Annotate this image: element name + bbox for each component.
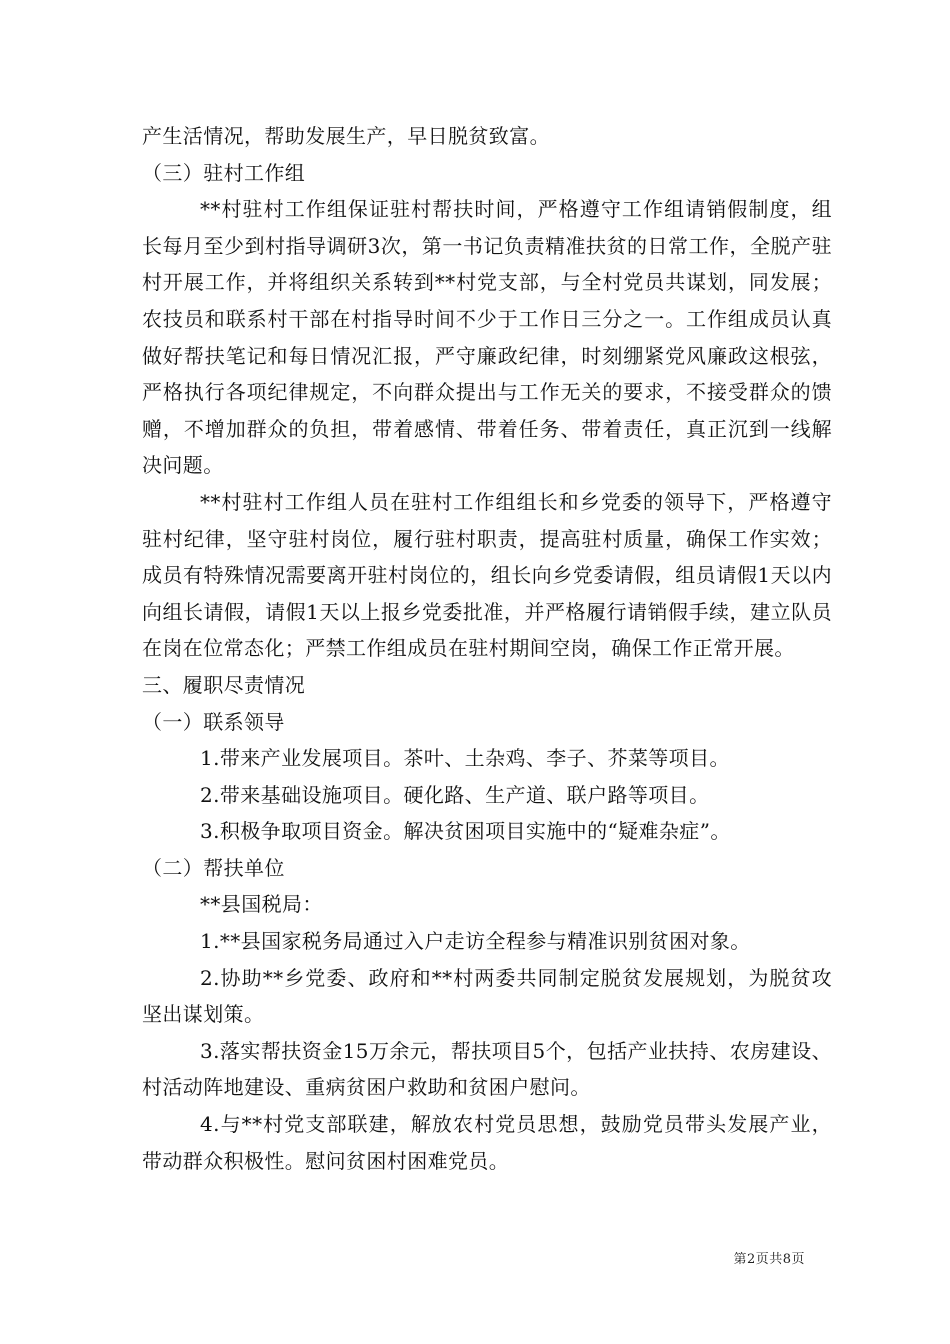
paragraph-work-group-1: **村驻村工作组保证驻村帮扶时间，严格遵守工作组请销假制度，组长每月至少到村指导调研3次，第一书记负责精准扶贫的日常工作，全脱产驻村开展工作，并将组织关系转到**村党支部，与全村党员共谋划，同发展；农技员和联系村干部在村指导时间不少于工作日三分之一。工作组成员认真做好帮扶笔记和每日情况汇报，严守廉政纪律，时刻绷紧党风廉政这根弦，严格执行各项纪律规定，不向群众提出与工作无关的要求，不接受群众的馈赠，不增加群众的负担，带着感情、带着任务、带着责任，真正沉到一线解决问题。 bbox=[142, 197, 832, 478]
list-item-leaders-1: 1.带来产业发展项目。茶叶、土杂鸡、李子、芥菜等项目。 bbox=[200, 746, 730, 771]
list-item-leaders-2: 2.带来基础设施项目。硬化路、生产道、联户路等项目。 bbox=[200, 782, 710, 807]
page-number-footer: 第2页共8页 bbox=[733, 1252, 805, 1267]
list-item-tax-2: 2.协助**乡党委、政府和**村两委共同制定脱贫发展规划，为脱贫攻坚出谋划策。 bbox=[142, 965, 832, 1027]
paragraph-continuation: 产生活情况，帮助发展生产，早日脱贫致富。 bbox=[142, 124, 550, 148]
list-item-leaders-3: 3.积极争取项目资金。解决贫困项目实施中的“疑难杂症”。 bbox=[200, 819, 731, 844]
list-item-tax-4: 4.与**村党支部联建，解放农村党员思想，鼓励党员带头发展产业，带动群众积极性。慰问贫困村困难党员。 bbox=[142, 1112, 832, 1173]
heading-duties: 三、履职尽责情况 bbox=[142, 672, 306, 697]
subheading-work-group: （三）驻村工作组 bbox=[142, 160, 306, 185]
subheading-contact-leaders: （一）联系领导 bbox=[142, 709, 285, 734]
paragraph-work-group-2: **村驻村工作组人员在驻村工作组组长和乡党委的领导下，严格遵守驻村纪律，坚守驻村岗位，履行驻村职责，提高驻村质量，确保工作实效；成员有特殊情况需要离开驻村岗位的，组长向乡党委请假，组员请假1天以内向组长请假，请假1天以上报乡党委批准，并严格履行请销假手续，建立队员在岗在位常态化；严禁工作组成员在驻村期间空岗，确保工作正常开展。 bbox=[142, 489, 832, 661]
document-body bbox=[142, 118, 832, 1179]
subheading-support-units: （二）帮扶单位 bbox=[142, 855, 285, 880]
unit-name-tax-bureau: **县国税局： bbox=[200, 892, 323, 917]
list-item-tax-3: 3.落实帮扶资金15万余元，帮扶项目5个，包括产业扶持、农房建设、村活动阵地建设、重病贫困户救助和贫困户慰问。 bbox=[142, 1038, 832, 1100]
list-item-tax-1: 1.**县国家税务局通过入户走访全程参与精准识别贫困对象。 bbox=[200, 929, 751, 954]
